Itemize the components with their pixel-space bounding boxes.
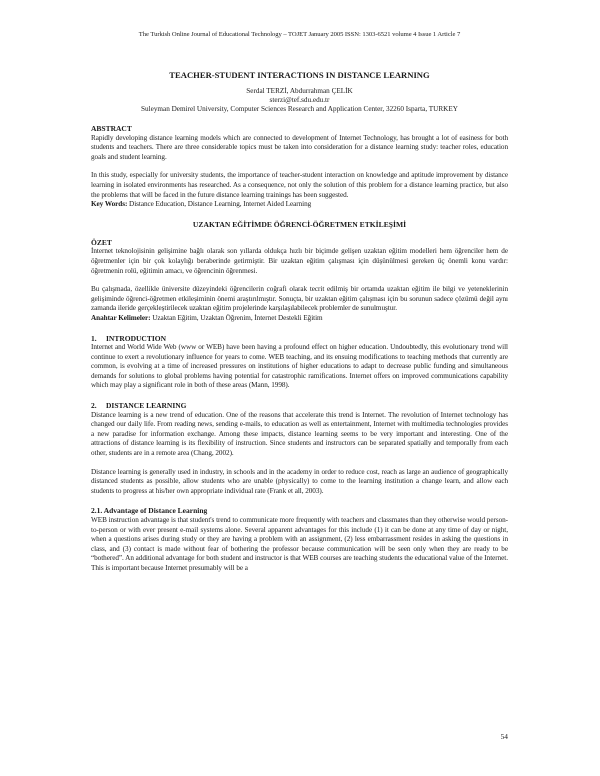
affiliation: Suleyman Demirel University, Computer Sciences Research and Application Center, 32260 Isparta, TURKEY (141, 105, 458, 113)
introduction-heading: 1. INTRODUCTION (91, 333, 167, 343)
distance-learning-paragraph: Distance learning is generally used in industry, in schools and in the academy in order to reduce cost, reach as large an audience of geographically distanced students as possible, allow students who are unable (physically) to come to the learning institution a change learn, and allow each students to progress at his/her own appropriate individual rate (Frank et all, 2003). (91, 467, 508, 495)
turkish-title: UZAKTAN EĞİTİMDE ÖĞRENCİ-ÖĞRETMEN ETKİLEŞİMİ (192, 219, 407, 229)
abstract-paragraph: In this study, especially for university students, the importance of teacher-student interaction on knowledge and aptitude improvement by distance learning in isolated environments has researched. As a consequence, not only the solution of this problem for a distance learning practice, but also the problems that will be faced in the future distance learning trainings has been suggested. (91, 171, 508, 199)
ozet-heading: ÖZET (91, 237, 112, 247)
authors: Serdal TERZİ, Abdurrahman ÇELİK (246, 87, 353, 95)
paper-title: TEACHER-STUDENT INTERACTIONS IN DISTANCE LEARNING (169, 70, 430, 80)
keywords-text: Distance Education, Distance Learning, Internet Aided Learning (127, 200, 312, 209)
ozet-section (91, 238, 508, 324)
page-number: 54 (500, 732, 508, 741)
abstract-section (91, 124, 508, 210)
introduction-section (91, 334, 508, 392)
distance-learning-paragraph: Distance learning is a new trend of education. One of the reasons that accelerate this trend is Internet. The revolution of Internet technology has changed our daily life. From reading news, sending e-mails, to education as well as entertainment, Internet with multimedia technologies provides a new paradise for information exchange. Among these impacts, distance learning seems to be very important and interesting. One of the attractions of distance learning is its flexibility of instruction. Since students and instructors can be separated spatially and temporally from each other, students are in a remote area (Chang, 2002). (91, 410, 508, 458)
keywords-line (91, 200, 508, 210)
advantage-heading: 2.1. Advantage of Distance Learning (91, 506, 208, 516)
anahtar-kelimeler-line (91, 314, 508, 324)
anahtar-kelimeler-label: Anahtar Kelimeler: (91, 313, 151, 322)
introduction-paragraph: Internet and World Wide Web (www or WEB) have been having a profound effect on higher education. Undoubtedly, this evolutionary trend will continue to exert a revolutionary influence for years to come. WEB teaching, and its ensuing modifications to teaching methods that currently are common, is evolving at a time of increased pressures on institutions of higher educations to adapt to decrease public funding and simultaneous demands for solutions to global problems having potential for catastrophic ramifications. Internet offers on improved communications capability which may play a significant role in both of these areas (Mann, 1998). (91, 343, 508, 390)
keywords-label: Key Words: (91, 200, 128, 209)
advantage-section (91, 506, 508, 573)
abstract-paragraph: Rapidly developing distance learning models which are connected to development of Internet Technology, has brought a lot of easiness for both students and teachers. There are three considerable topics must be taken into consideration for a distance learning study: teacher roles, education goals and student learning. (91, 133, 508, 161)
ozet-paragraph: İnternet teknolojisinin gelişimine bağlı olarak son yıllarda oldukça hızlı bir biçimde gelişen uzaktan eğitim modelleri hem öğrenciler hem de öğretmenler için bir çok kolaylığı beraberinde getirmiştir. Bir uzaktan eğitim çalışması için düşünülmesi gereken üç önemli konu vardır: öğretmenin rolü, eğitimin amacı, ve öğrencinin öğrenmesi. (91, 247, 508, 275)
abstract-heading: ABSTRACT (91, 124, 132, 133)
anahtar-kelimeler-text: Uzaktan Eğitim, Uzaktan Öğrenim, İnternet Destekli Eğitim (150, 313, 323, 322)
advantage-paragraph: WEB instruction advantage is that student's trend to communicate more frequently with teachers and classmates than they otherwise would person-to-person or with ever present e-mail systems alone. Several apparent advantages for this include (1) it can be done at any time of day or night, when a questions arises during study or they are having a problem with an assignment, (2) less embarrassment resides in asking the questions in class, and (3) contact is made without fear of bothering the professor because communication will be seen only when they are ready to be “bothered”. An additional advantage for both student and instructor is that WEB courses are teaching students the educational value of the Internet. This is important because Internet presumably will be a (91, 516, 508, 572)
distance-learning-heading: 2. DISTANCE LEARNING (91, 401, 187, 411)
distance-learning-section (91, 401, 508, 496)
ozet-paragraph: Bu çalışmada, özellikle üniversite düzeyindeki öğrencilerin coğrafi olarak tecrit edilmiş bir ortamda uzaktan eğitim ile bilgi ve yeteneklerinin gelişiminde öğrenci-öğretmen etkileşiminin önemi araştırılmıştır. Sonuçta, bir uzaktan eğitim çalışması için bu sorunun sadece çözümü değil aynı zamanda ileride gerçekleştirilecek uzaktan eğitim projelerinde karşılaşılabilecek problemler de sunulmuştur. (91, 285, 508, 313)
running-header: The Turkish Online Journal of Educational Technology – TOJET January 2005 ISSN: 1303-6521 volume 4 Issue 1 Article 7 (138, 31, 461, 38)
author-email: sterzi@tef.sdu.edu.tr (269, 96, 330, 104)
